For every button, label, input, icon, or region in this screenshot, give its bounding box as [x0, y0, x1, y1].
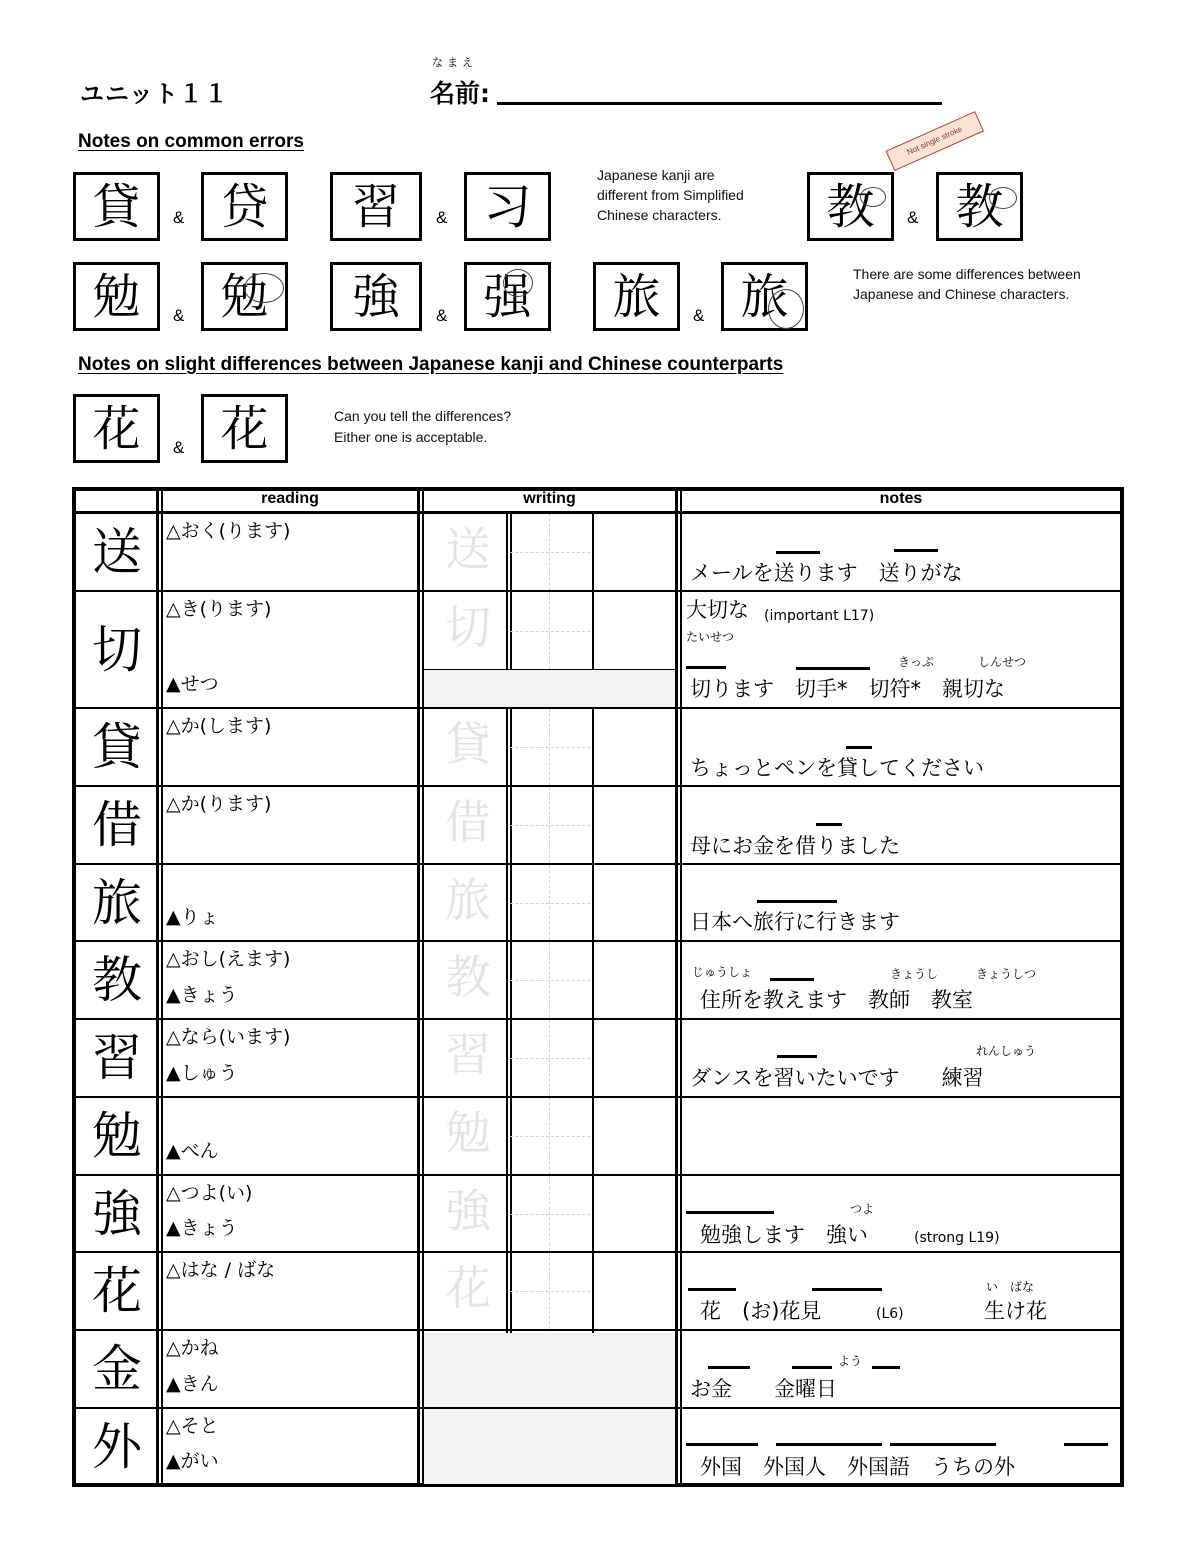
practice-box[interactable]	[510, 1098, 592, 1174]
unit-label: ユニット１１	[80, 80, 230, 108]
kun-reading: △かね	[166, 1337, 219, 1359]
error-kanji-correct: 旅	[593, 262, 680, 331]
kanji-glyph: 教	[826, 178, 875, 235]
on-reading: ▲りょ	[166, 906, 219, 928]
column-divider	[161, 487, 163, 1487]
kanji-cell: 切	[92, 620, 142, 679]
note-text: ダンスを習いたいです 練習	[690, 1066, 984, 1090]
underline-bar	[894, 549, 938, 552]
practice-box[interactable]	[594, 1409, 675, 1484]
note-text: 日本へ旅行に行きます	[690, 910, 900, 934]
note-text: 母にお金を借りました	[690, 834, 900, 858]
underline-bar	[796, 667, 870, 670]
kanji-cell: 強	[92, 1184, 142, 1243]
practice-box[interactable]	[510, 1253, 592, 1329]
ampersand: &	[173, 208, 185, 227]
common-errors-title: Notes on common errors	[78, 131, 304, 152]
kanji-glyph: 教	[955, 178, 1004, 235]
furigana: きっぷ	[898, 655, 935, 669]
practice-box[interactable]	[594, 592, 675, 707]
kanji-cell: 借	[92, 796, 142, 854]
name-line[interactable]	[497, 102, 942, 105]
practice-box[interactable]	[510, 1331, 592, 1407]
kanji-cell: 勉	[92, 1107, 142, 1165]
ampersand: &	[173, 438, 185, 457]
ampersand: &	[173, 306, 185, 325]
ampersand: &	[436, 306, 448, 325]
underline-bar	[708, 1366, 750, 1369]
furigana: つよ	[850, 1202, 875, 1216]
circle-mark-icon	[768, 289, 804, 329]
underline-bar	[688, 1288, 736, 1291]
error-kanji-wrong: 习	[464, 172, 551, 241]
furigana: しんせつ	[978, 655, 1027, 669]
error-kanji-wrong: 贷	[201, 172, 288, 241]
note-text: 大切な	[686, 598, 749, 622]
column-divider	[156, 487, 159, 1487]
underline-bar	[777, 1055, 817, 1058]
circle-mark-icon	[244, 273, 284, 303]
kanji-glyph: 旅	[740, 268, 789, 325]
trace-kanji: 貸	[445, 717, 491, 771]
not-single-stroke-tag: Not single stroke	[886, 111, 984, 171]
on-reading: ▲しゅう	[166, 1062, 238, 1084]
practice-box[interactable]	[510, 1176, 592, 1251]
trace-kanji: 旅	[445, 873, 491, 927]
diff-note-line1: Can you tell the differences?	[334, 408, 512, 424]
practice-box[interactable]	[510, 787, 592, 863]
underline-bar	[872, 1366, 900, 1369]
underline-bar	[846, 746, 872, 749]
underline-bar	[816, 823, 842, 826]
note-small: (important L17)	[764, 608, 875, 624]
note-text: お金 金曜日	[690, 1377, 837, 1401]
practice-box[interactable]	[594, 787, 675, 863]
note-small: (strong L19)	[914, 1230, 1000, 1246]
kanji-cell: 旅	[92, 873, 142, 932]
name-furigana: なまえ	[432, 56, 477, 69]
error-kanji-wrong	[936, 172, 1023, 241]
kun-reading: △か(ります)	[166, 793, 272, 815]
error-kanji-correct: 勉	[73, 262, 160, 331]
note-text: 外国 外国人 外国語 うちの外	[700, 1455, 1015, 1479]
furigana: きょうしつ	[976, 967, 1037, 981]
practice-box[interactable]	[594, 1020, 675, 1096]
furigana: きょうし	[890, 967, 939, 981]
practice-box[interactable]	[594, 1176, 675, 1251]
column-divider	[680, 487, 682, 1487]
practice-box[interactable]	[594, 1253, 675, 1329]
furigana: よう	[838, 1354, 863, 1368]
diff-kanji-b: 花	[201, 394, 288, 463]
kun-reading: △はな / ばな	[166, 1259, 276, 1281]
underline-bar	[686, 666, 726, 669]
note-text: メールを送ります 送りがな	[690, 561, 963, 585]
kun-reading: △か(します)	[166, 715, 272, 737]
circle-mark-icon	[860, 187, 886, 207]
kun-reading: △おし(えます)	[166, 948, 291, 970]
practice-box[interactable]	[510, 1020, 592, 1096]
practice-box[interactable]	[594, 514, 675, 590]
trace-kanji: 切	[445, 600, 491, 654]
kun-reading: △つよ(い)	[166, 1182, 253, 1204]
note-text: 住所を教えます 教師 教室	[700, 988, 973, 1012]
note-small: (L6)	[876, 1306, 904, 1322]
circle-mark-icon	[989, 187, 1017, 209]
slight-diff-title: Notes on slight differences between Japanese kanji and Chinese counterparts	[78, 354, 784, 375]
on-reading: ▲きょう	[166, 984, 238, 1006]
column-divider	[675, 487, 678, 1487]
practice-box[interactable]	[510, 942, 592, 1018]
note-text: 生け花	[984, 1299, 1047, 1323]
trace-kanji: 送	[445, 522, 491, 576]
furigana: じゅうしょ	[692, 965, 753, 979]
kanji-glyph: 强	[483, 268, 532, 325]
kanji-cell: 外	[92, 1417, 142, 1476]
trace-kanji: 教	[445, 950, 491, 1004]
trace-kanji: 習	[445, 1028, 491, 1082]
ampersand: &	[907, 208, 919, 227]
diff-kanji-a: 花	[73, 394, 160, 463]
differences-note: There are some differences between Japanese and Chinese characters.	[853, 266, 1081, 302]
trace-kanji: 花	[445, 1261, 491, 1315]
practice-box[interactable]	[510, 865, 592, 940]
on-reading: ▲きん	[166, 1373, 219, 1395]
on-reading: ▲きょう	[166, 1217, 238, 1239]
underline-bar	[686, 1443, 758, 1446]
header-writing: writing	[523, 490, 576, 507]
kanji-cell: 習	[92, 1029, 142, 1087]
practice-box[interactable]	[510, 592, 592, 707]
kanji-cell: 花	[92, 1262, 142, 1320]
error-kanji-wrong	[464, 262, 551, 331]
on-reading: ▲べん	[166, 1140, 219, 1162]
circle-mark-icon	[503, 269, 533, 297]
trace-kanji: 強	[445, 1184, 491, 1238]
note-text: 花 (お)花見	[700, 1299, 822, 1323]
underline-bar	[890, 1443, 996, 1446]
note-text: 勉強します 強い	[700, 1223, 868, 1247]
kun-reading: △おく(ります)	[166, 520, 291, 542]
diff-note-line2: Either one is acceptable.	[334, 429, 488, 445]
kanji-cell: 送	[92, 523, 142, 581]
practice-box[interactable]	[510, 709, 592, 785]
simplified-note: Japanese kanji are different from Simplified Chinese characters.	[597, 167, 744, 223]
on-reading: ▲せつ	[166, 673, 219, 695]
underline-bar	[792, 1366, 832, 1369]
practice-box[interactable]	[594, 942, 675, 1018]
kanji-cell: 貸	[92, 718, 142, 776]
practice-box[interactable]	[510, 1409, 592, 1484]
practice-box[interactable]	[594, 865, 675, 940]
note-text: ちょっとペンを貸してください	[690, 756, 984, 780]
column-divider	[417, 487, 420, 1487]
underline-bar	[757, 900, 837, 903]
underline-bar	[776, 551, 820, 554]
error-kanji-correct: 貸	[73, 172, 160, 241]
trace-kanji: 借	[445, 795, 491, 849]
furigana: たいせつ	[686, 630, 735, 644]
underline-bar	[812, 1288, 882, 1291]
error-kanji-correct	[807, 172, 894, 241]
practice-box[interactable]	[510, 514, 592, 590]
header-notes: notes	[879, 490, 923, 507]
error-kanji-correct: 習	[330, 172, 422, 241]
ampersand: &	[693, 306, 705, 325]
underline-bar	[776, 1443, 882, 1446]
underline-bar	[1064, 1443, 1108, 1446]
furigana: い ばな	[986, 1280, 1035, 1294]
kanji-cell: 教	[92, 951, 142, 1009]
error-kanji-correct: 強	[330, 262, 422, 331]
kun-reading: △き(ります)	[166, 598, 272, 620]
practice-box[interactable]	[594, 709, 675, 785]
furigana: れんしゅう	[976, 1044, 1037, 1058]
ampersand: &	[436, 208, 448, 227]
header-reading: reading	[261, 490, 319, 507]
practice-box[interactable]	[594, 1331, 675, 1407]
kanji-cell: 金	[92, 1340, 142, 1398]
underline-bar	[770, 978, 814, 981]
error-kanji-wrong	[721, 262, 808, 331]
kanji-glyph: 勉	[220, 268, 269, 325]
practice-box[interactable]	[594, 1098, 675, 1174]
name-label: 名前:	[430, 79, 490, 108]
trace-kanji: 勉	[445, 1106, 491, 1160]
error-kanji-wrong	[201, 262, 288, 331]
note-text: 切ります 切手* 切符* 親切な	[690, 677, 1005, 701]
underline-bar	[686, 1211, 774, 1214]
kun-reading: △なら(います)	[166, 1026, 291, 1048]
kun-reading: △そと	[166, 1415, 219, 1437]
on-reading: ▲がい	[166, 1450, 219, 1472]
